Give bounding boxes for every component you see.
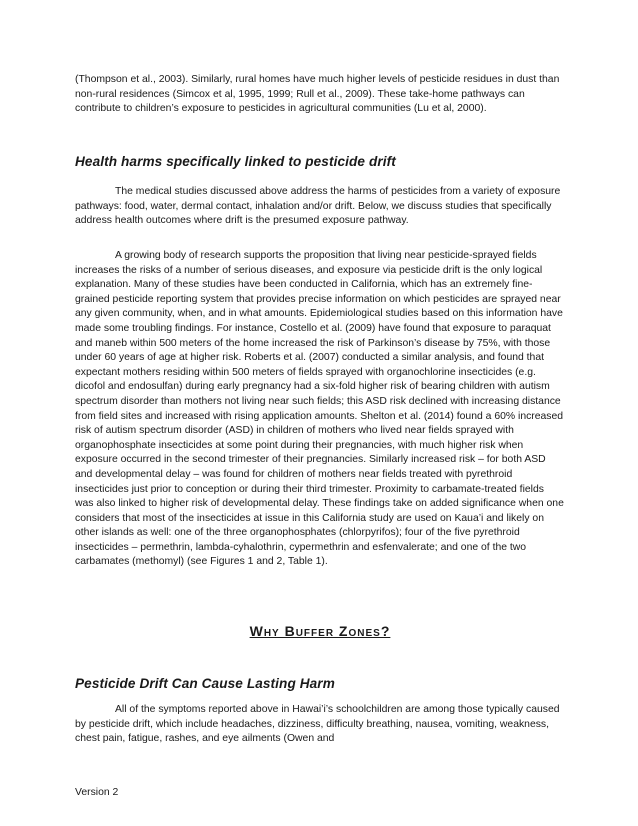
heading-lasting-harm: Pesticide Drift Can Cause Lasting Harm xyxy=(75,676,335,691)
paragraph-thompson: (Thompson et al., 2003). Similarly, rural homes have much higher levels of pesticide residues in dust than non-rural residences (Simcox et al, 1995, 1999; Rull et al., 2009). These take-home pathways can contribute to children’s exposure to pesticides in agricultural communities (Lu et al, 2000). xyxy=(75,74,560,115)
paragraph-symptoms: All of the symptoms reported above in Hawai’i’s schoolchildren are among those typically caused by pesticide drift, which include headaches, dizziness, difficulty breathing, nausea, vomiting, weakness, chest pain, fatigue, rashes, and eye ailments (Owen and xyxy=(75,704,560,745)
paragraph-medical-studies: The medical studies discussed above address the harms of pesticides from a variety of exposure pathways: food, water, dermal contact, inhalation and/or drift. Below, we discuss studies that specifically address health outcomes where drift is the presumed exposure pathway. xyxy=(75,186,561,227)
heading-why-buffer-zones: Why Buffer Zones? xyxy=(249,623,391,639)
heading-health-harms-drift: Health harms specifically linked to pesticide drift xyxy=(75,154,396,169)
paragraph-growing-body: A growing body of research supports the proposition that living near pesticide-sprayed fields increases the risks of a number of serious diseases, and exposure via pesticide drift is the only logical explanation. Many of these studies have been conducted in California, which has an extremely fine-grained pesticide reporting system that provides precise information on which pesticides are sprayed near any given community, when, and in what amounts. Epidemiological studies based on this information have made some troubling findings. For instance, Costello et al. (2009) have found that exposure to paraquat and maneb within 500 meters of the home increased the risk of Parkinson’s disease by 75%, with those under 60 years of age at higher risk. Roberts et al. (2007) conducted a similar analysis, and found that expectant mothers residing within 500 meters of fields sprayed with organochlorine insecticides (e.g. dicofol and endosulfan) during early pregnancy had a six-fold higher risk of bearing children with autism spectrum disorder than mothers not living near such fields; this ASD risk declined with increasing distance from field sites and increased with rising application amounts. Shelton et al. (2014) found a 60% increased risk of autism spectrum disorder (ASD) in children of mothers who lived near fields sprayed with organophosphate insecticides at some point during their pregnancies, with much higher risk when exposure occurred in the second trimester of their pregnancies. Similarly increased risk – for both ASD and developmental delay – was found for children of mothers near fields treated with pyrethroid insecticides just prior to conception or during their third trimester. Proximity to carbamate-treated fields was also linked to higher risk of developmental delay. These findings take on added significance when one considers that most of the insecticides at issue in this California study are used on Kaua’i and likely on other islands as well: one of the three organophosphates (chlorpyrifos); four of the five pyrethroid insecticides – permethrin, lambda-cyhalothrin, cypermethrin and esfenvalerate; and one of the two carbamates (methomyl) (see Figures 1 and 2, Table 1). xyxy=(75,250,564,568)
footer-version: Version 2 xyxy=(75,787,119,798)
